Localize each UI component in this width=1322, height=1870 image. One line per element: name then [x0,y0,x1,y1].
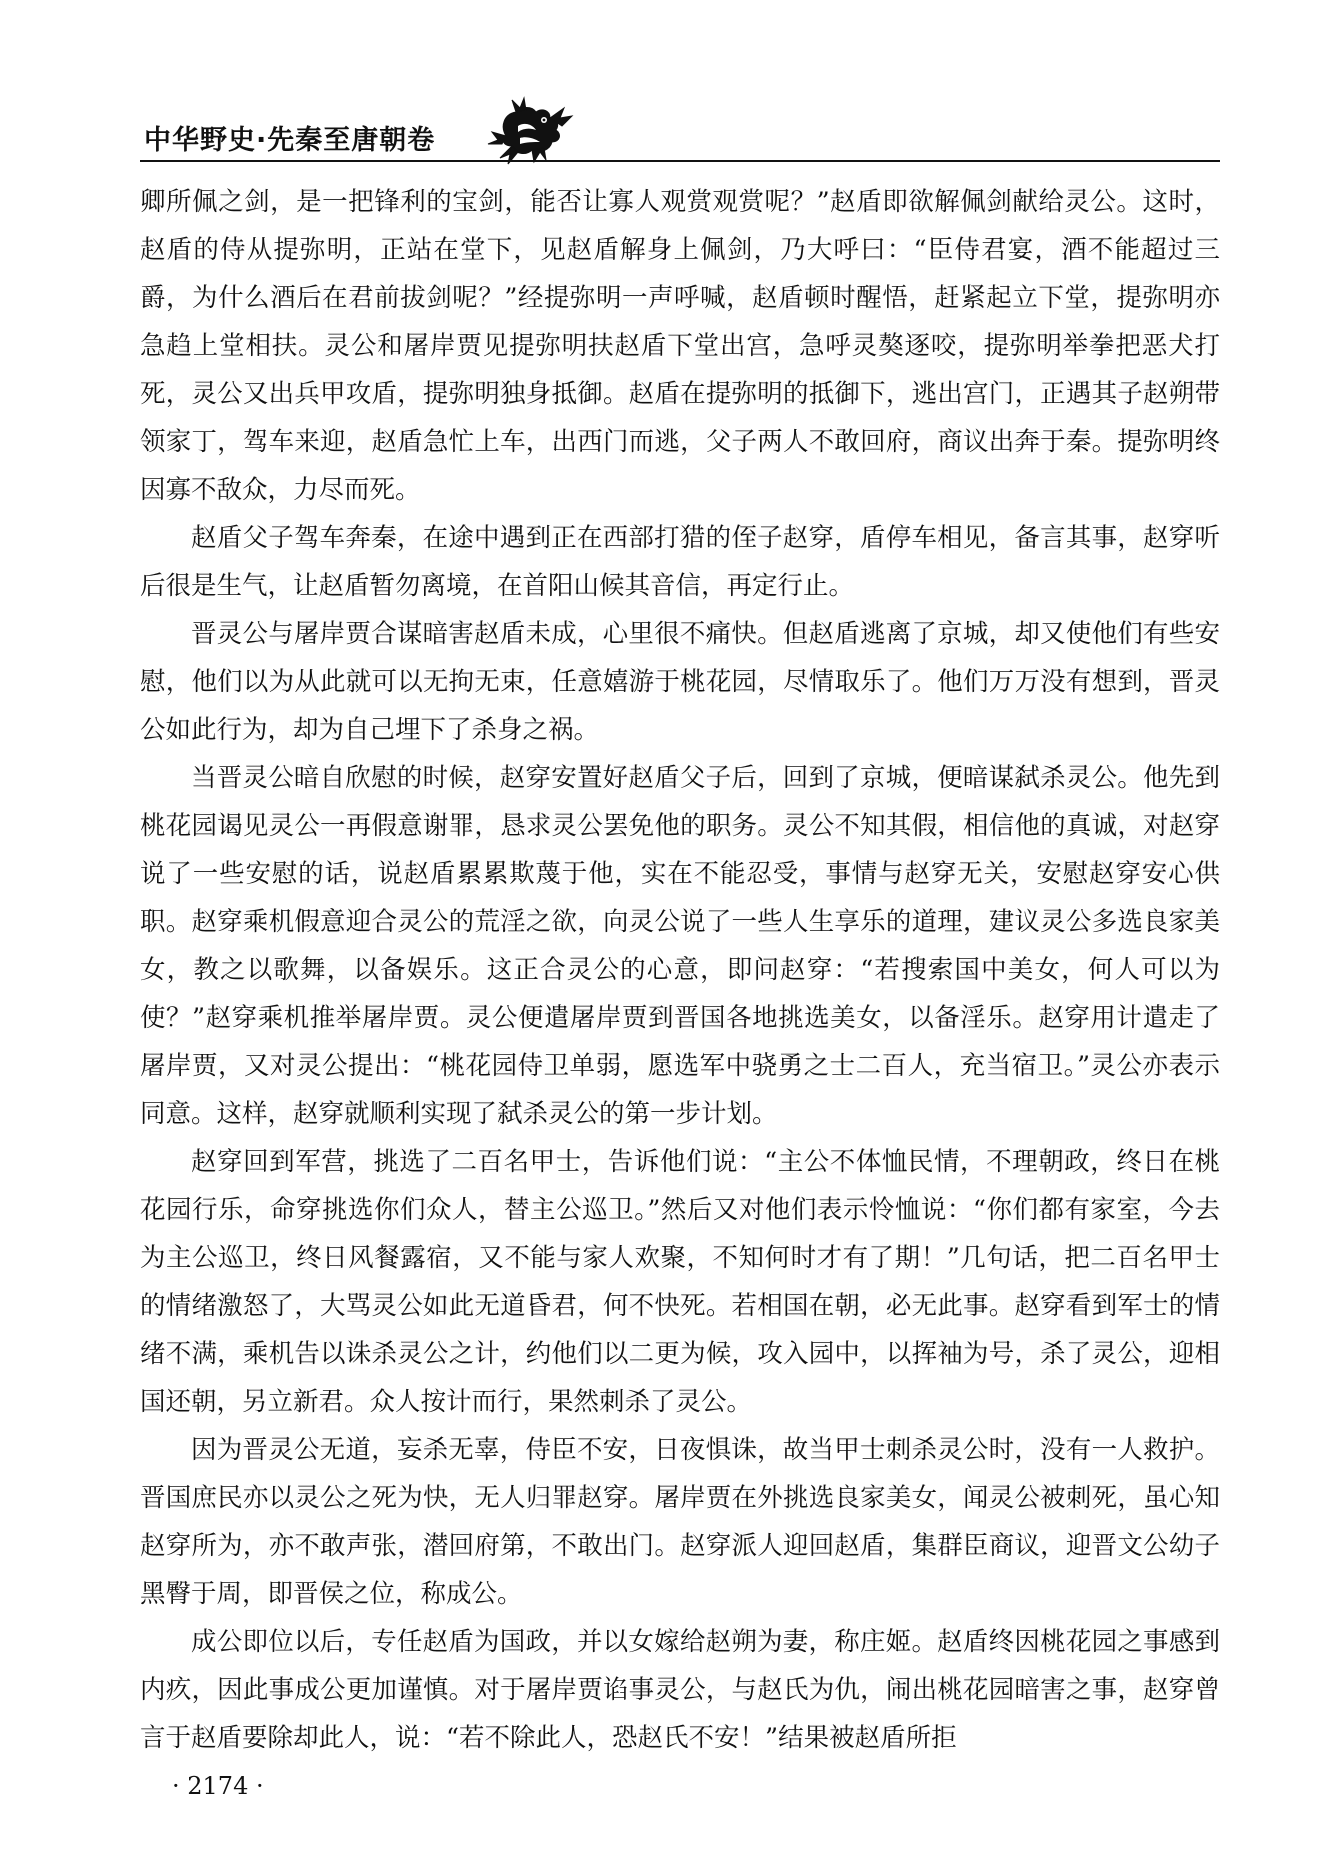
paragraph: 赵盾父子驾车奔秦，在途中遇到正在西部打猎的侄子赵穿，盾停车相见，备言其事，赵穿听后很是生气，让赵盾暂勿离境，在首阳山候其音信，再定行止。 [140,523,1220,601]
body-text [140,178,1220,1762]
paragraph: 因为晋灵公无道，妄杀无辜，侍臣不安，日夜惧诛，故当甲士刺杀灵公时，没有一人救护。晋国庶民亦以灵公之死为快，无人归罪赵穿。屠岸贾在外挑选良家美女，闻灵公被刺死，虽心知赵穿所为，亦不敢声张，潜回府第，不敢出门。赵穿派人迎回赵盾，集群臣商议，迎晋文公幼子黑臀于周，即晋侯之位，称成公。 [140,1435,1220,1609]
header-rule [140,160,1220,162]
running-header [140,96,1220,166]
book-title: 中华野史·先秦至唐朝卷 [144,125,436,156]
paragraph: 赵穿回到军营，挑选了二百名甲士，告诉他们说：“主公不体恤民情，不理朝政，终日在桃花园行乐，命穿挑选你们众人，替主公巡卫。”然后又对他们表示怜恤说：“你们都有家室，今去为主公巡卫，终日风餐露宿，又不能与家人欢聚，不知何时才有了期！”几句话，把二百名甲士的情绪激怒了，大骂灵公如此无道昏君，何不快死。若相国在朝，必无此事。赵穿看到军士的情绪不满，乘机告以诛杀灵公之计，约他们以二更为候，攻入园中，以挥袖为号，杀了灵公，迎相国还朝，另立新君。众人按计而行，果然刺杀了灵公。 [140,1147,1220,1417]
dragon-emblem-icon [486,96,578,166]
paragraph: 晋灵公与屠岸贾合谋暗害赵盾未成，心里很不痛快。但赵盾逃离了京城，却又使他们有些安慰，他们以为从此就可以无拘无束，任意嬉游于桃花园，尽情取乐了。他们万万没有想到，晋灵公如此行为，却为自己埋下了杀身之祸。 [140,619,1220,745]
paragraph: 成公即位以后，专任赵盾为国政，并以女嫁给赵朔为妻，称庄姬。赵盾终因桃花园之事感到内疚，因此事成公更加谨慎。对于屠岸贾谄事灵公，与赵氏为仇，闹出桃花园暗害之事，赵穿曾言于赵盾要除却此人，说：“若不除此人，恐赵氏不安！”结果被赵盾所拒 [140,1627,1220,1753]
paragraph: 当晋灵公暗自欣慰的时候，赵穿安置好赵盾父子后，回到了京城，便暗谋弑杀灵公。他先到桃花园谒见灵公一再假意谢罪，恳求灵公罢免他的职务。灵公不知其假，相信他的真诚，对赵穿说了一些安慰的话，说赵盾累累欺蔑于他，实在不能忍受，事情与赵穿无关，安慰赵穿安心供职。赵穿乘机假意迎合灵公的荒淫之欲，向灵公说了一些人生享乐的道理，建议灵公多选良家美女，教之以歌舞，以备娱乐。这正合灵公的心意，即问赵穿：“若搜索国中美女，何人可以为使？”赵穿乘机推举屠岸贾。灵公便遣屠岸贾到晋国各地挑选美女，以备淫乐。赵穿用计遣走了屠岸贾，又对灵公提出：“桃花园侍卫单弱，愿选军中骁勇之士二百人，充当宿卫。”灵公亦表示同意。这样，赵穿就顺利实现了弑杀灵公的第一步计划。 [140,763,1220,1129]
page-number: · 2174 · [172,1772,264,1800]
paragraph: 卿所佩之剑，是一把锋利的宝剑，能否让寡人观赏观赏呢？”赵盾即欲解佩剑献给灵公。这时，赵盾的侍从提弥明，正站在堂下，见赵盾解身上佩剑，乃大呼曰：“臣侍君宴，酒不能超过三爵，为什么酒后在君前拔剑呢？”经提弥明一声呼喊，赵盾顿时醒悟，赶紧起立下堂，提弥明亦急趋上堂相扶。灵公和屠岸贾见提弥明扶赵盾下堂出宫，急呼灵獒逐咬，提弥明举拳把恶犬打死，灵公又出兵甲攻盾，提弥明独身抵御。赵盾在提弥明的抵御下，逃出宫门，正遇其子赵朔带领家丁，驾车来迎，赵盾急忙上车，出西门而逃，父子两人不敢回府，商议出奔于秦。提弥明终因寡不敌众，力尽而死。 [140,187,1220,505]
